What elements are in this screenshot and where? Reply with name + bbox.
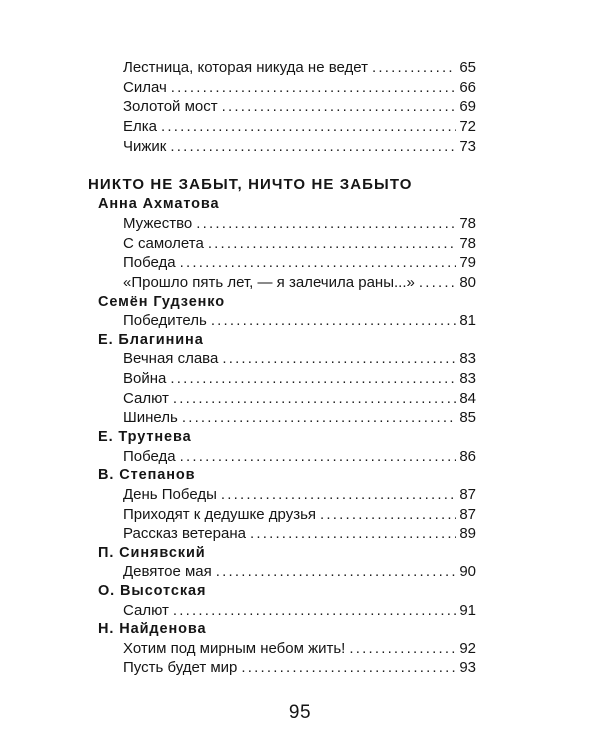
toc-entry[interactable] <box>123 58 476 78</box>
entry-page: 91 <box>459 601 476 619</box>
entry-title: Девятое мая <box>123 563 212 581</box>
entry-page: 92 <box>459 639 476 657</box>
page-number: 95 <box>288 702 312 723</box>
dot-leader <box>170 137 456 157</box>
toc-entry[interactable] <box>123 369 476 389</box>
dot-leader <box>161 117 456 137</box>
toc-entry[interactable] <box>123 78 476 98</box>
entry-page: 83 <box>459 370 476 388</box>
dot-leader <box>222 97 457 117</box>
entry-page: 80 <box>459 274 476 291</box>
entry-page: 87 <box>459 485 476 503</box>
entry-title: Пусть будет мир <box>123 659 238 677</box>
toc-entry[interactable] <box>123 117 476 137</box>
toc-entry[interactable] <box>123 658 476 678</box>
entry-page: 72 <box>459 118 476 136</box>
dot-leader <box>222 349 456 369</box>
entry-title: Вечная слава <box>123 350 219 368</box>
toc-entry[interactable] <box>123 311 476 331</box>
entry-title: День Победы <box>123 485 217 503</box>
entry-page: 90 <box>459 563 476 581</box>
entry-title: Мужество <box>123 214 193 232</box>
entry-title: Рассказ ветерана <box>123 525 246 543</box>
entry-page: 79 <box>459 254 476 272</box>
dot-leader <box>372 58 456 78</box>
dot-leader <box>320 505 456 525</box>
author-name: Н. Найденова <box>98 621 207 638</box>
entry-title: Шинель <box>123 409 178 427</box>
entry-page: 78 <box>459 214 476 232</box>
dot-leader <box>208 234 457 254</box>
entry-page: 73 <box>459 137 476 155</box>
dot-leader <box>216 562 457 582</box>
entry-page: 87 <box>459 505 476 523</box>
entry-page: 83 <box>459 350 476 368</box>
toc-entry[interactable] <box>123 389 476 409</box>
entry-title: Чижик <box>123 137 167 155</box>
dot-leader <box>419 273 456 293</box>
author-name: Анна Ахматова <box>98 196 220 213</box>
toc-entry[interactable] <box>123 273 476 293</box>
entry-page: 89 <box>459 525 476 543</box>
entry-title: С самолета <box>123 234 204 252</box>
dot-leader <box>182 408 456 428</box>
entry-title: Победа <box>123 447 176 465</box>
dot-leader <box>196 214 456 234</box>
dot-leader <box>171 78 457 98</box>
entry-page: 84 <box>459 389 476 407</box>
toc-entry[interactable] <box>123 601 476 621</box>
toc-entry[interactable] <box>123 447 476 467</box>
toc-entry[interactable] <box>123 562 476 582</box>
author-name: Семён Гудзенко <box>98 293 226 310</box>
dot-leader <box>211 311 457 331</box>
entry-page: 69 <box>459 98 476 116</box>
entry-page: 78 <box>459 234 476 252</box>
dot-leader <box>221 485 456 505</box>
dot-leader <box>250 524 456 544</box>
author-name: О. Высотская <box>98 583 207 600</box>
toc-entry[interactable] <box>123 639 476 659</box>
dot-leader <box>173 389 456 409</box>
toc-entry[interactable] <box>123 349 476 369</box>
entry-title: Золотой мост <box>123 98 218 116</box>
toc-top-entries <box>88 58 476 156</box>
toc-entry[interactable] <box>123 253 476 273</box>
entry-title: Приходят к дедушке друзья <box>123 505 317 523</box>
entry-page: 65 <box>459 59 476 76</box>
author-name: Е. Благинина <box>98 331 204 348</box>
entry-title: Победа <box>123 254 176 272</box>
dot-leader <box>180 253 457 273</box>
toc-entry[interactable] <box>123 97 476 117</box>
entry-title: Силач <box>123 78 167 96</box>
toc-entry[interactable] <box>123 408 476 428</box>
toc-entry[interactable] <box>123 505 476 525</box>
dot-leader <box>170 369 456 389</box>
entry-title: Война <box>123 370 167 388</box>
entry-title: Победитель <box>123 312 207 330</box>
author-name: П. Синявский <box>98 544 206 561</box>
entry-page: 66 <box>459 78 476 96</box>
toc-entry[interactable] <box>123 137 476 157</box>
toc-entry[interactable] <box>123 524 476 544</box>
entry-page: 81 <box>459 312 476 330</box>
entry-title: «Прошло пять лет, — я залечила раны...» <box>123 274 415 291</box>
entry-title: Елка <box>123 118 157 136</box>
toc-entry[interactable] <box>123 234 476 254</box>
entry-page: 93 <box>459 659 476 677</box>
dot-leader <box>173 601 456 621</box>
entry-title: Лестница, которая никуда не ведет <box>123 59 368 76</box>
dot-leader <box>349 639 456 659</box>
entry-title: Салют <box>123 601 169 619</box>
entry-title: Салют <box>123 389 169 407</box>
dot-leader <box>241 658 456 678</box>
author-name: В. Степанов <box>98 467 196 484</box>
section-title: НИКТО НЕ ЗАБЫТ, НИЧТО НЕ ЗАБЫТО <box>88 176 413 194</box>
toc-entry[interactable] <box>123 214 476 234</box>
author-name: Е. Трутнева <box>98 429 192 446</box>
toc-entry[interactable] <box>123 485 476 505</box>
entry-page: 85 <box>459 409 476 427</box>
entry-title: Хотим под мирным небом жить! <box>123 639 346 657</box>
entry-page: 86 <box>459 447 476 465</box>
dot-leader <box>180 447 457 467</box>
table-of-contents <box>88 58 476 678</box>
